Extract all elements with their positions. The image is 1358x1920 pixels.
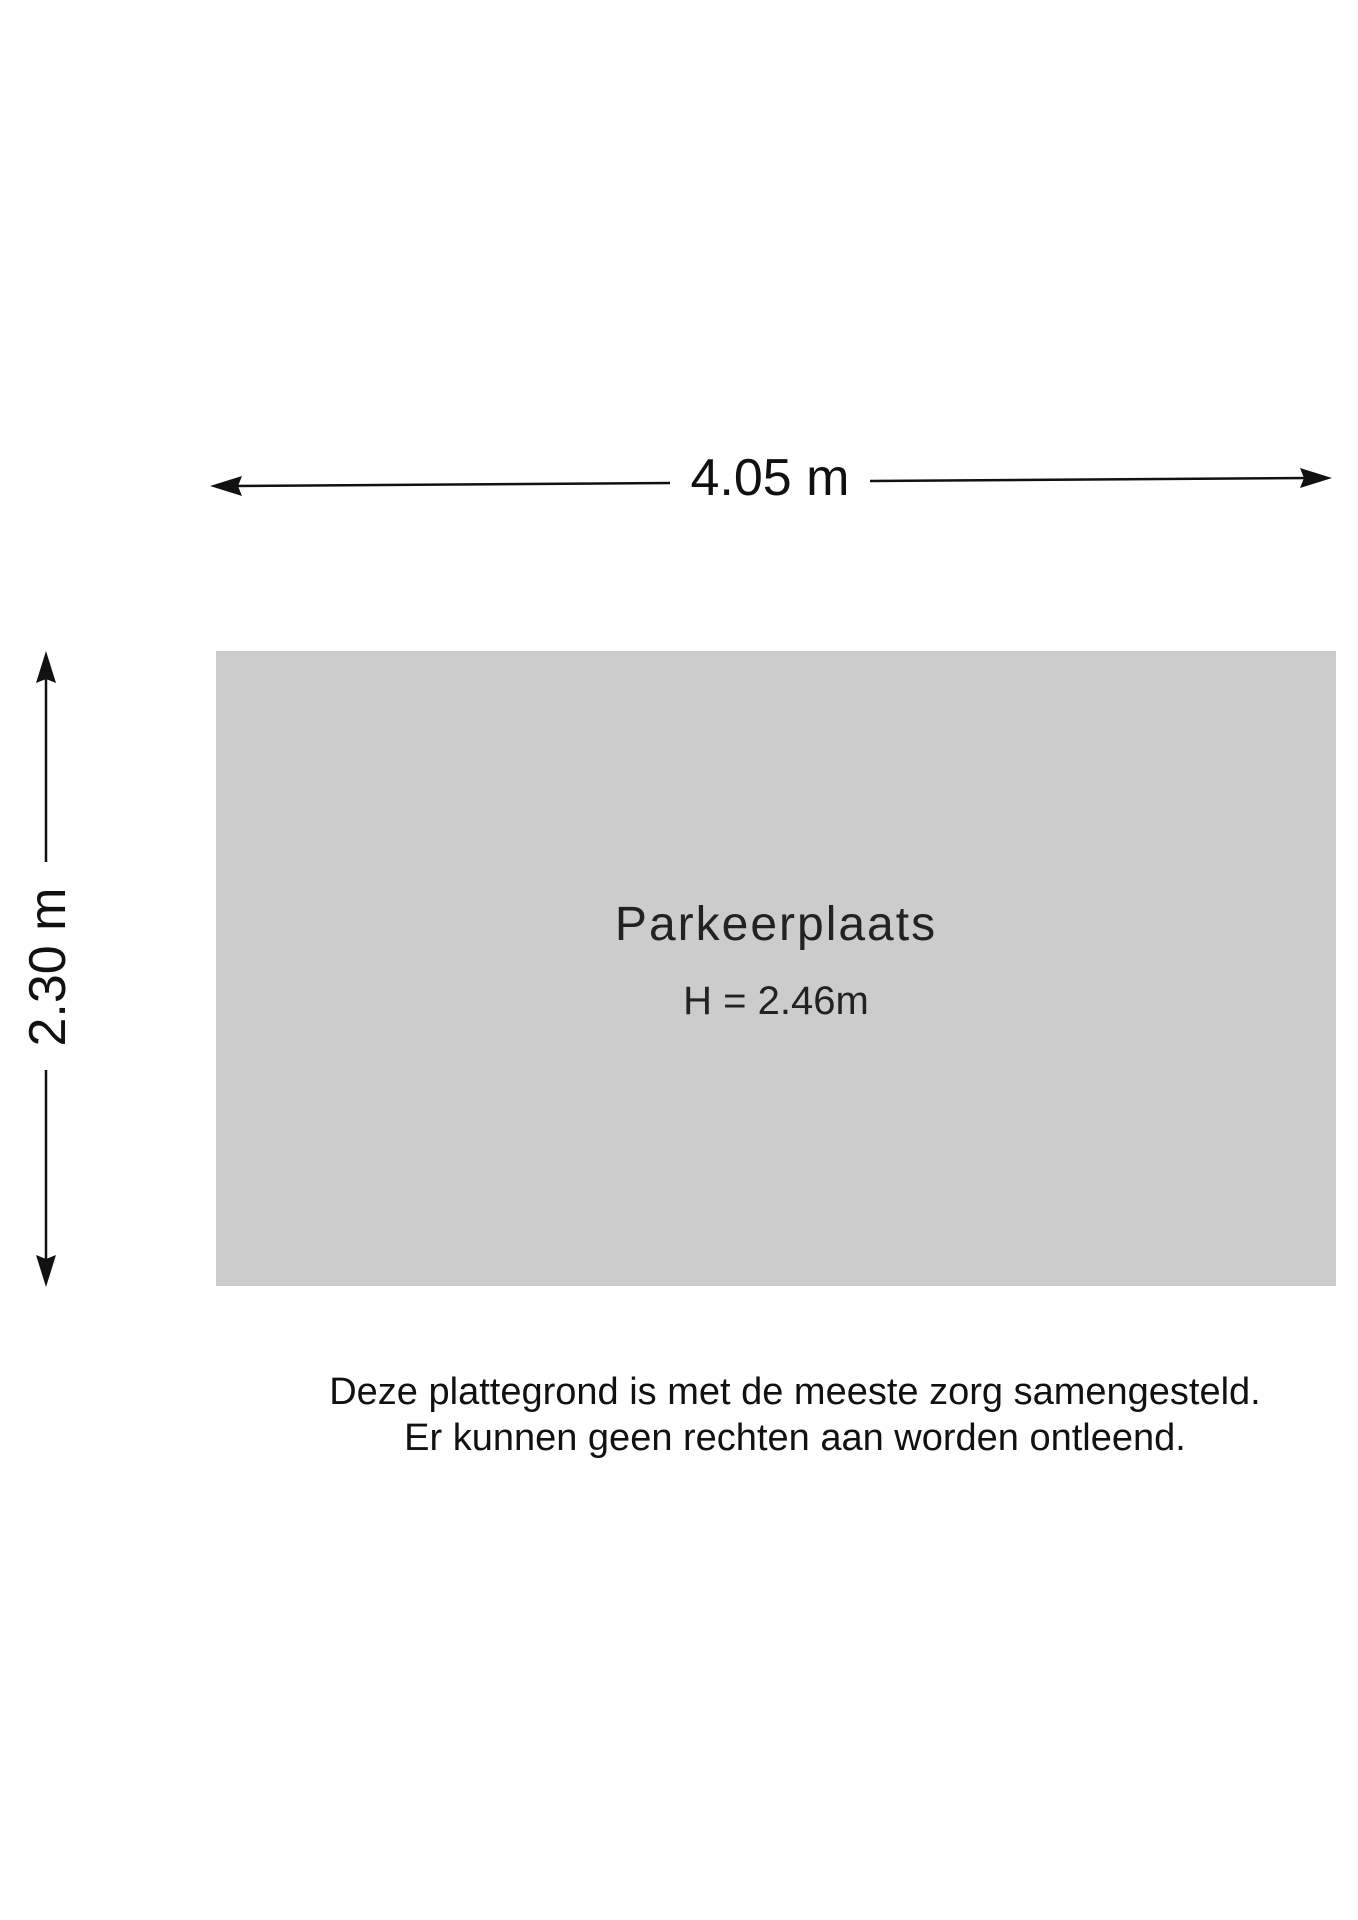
arrow-down-icon	[36, 1255, 56, 1287]
room-name: Parkeerplaats	[614, 898, 938, 951]
depth-dimension-label: 2.30 m	[20, 867, 76, 1067]
arrow-up-icon	[36, 651, 56, 683]
room-parkeerplaats	[216, 651, 1336, 1286]
arrow-left-icon	[210, 476, 242, 496]
arrow-right-icon	[1300, 468, 1332, 488]
width-dimension-label: 4.05 m	[670, 452, 870, 504]
disclaimer-line-2: Er kunnen geen rechten aan worden ontleend.	[404, 1417, 1186, 1459]
room-height: H = 2.46m	[683, 979, 869, 1023]
disclaimer	[230, 1369, 1358, 1461]
disclaimer-line-1: Deze plattegrond is met de meeste zorg samengesteld.	[329, 1371, 1261, 1413]
